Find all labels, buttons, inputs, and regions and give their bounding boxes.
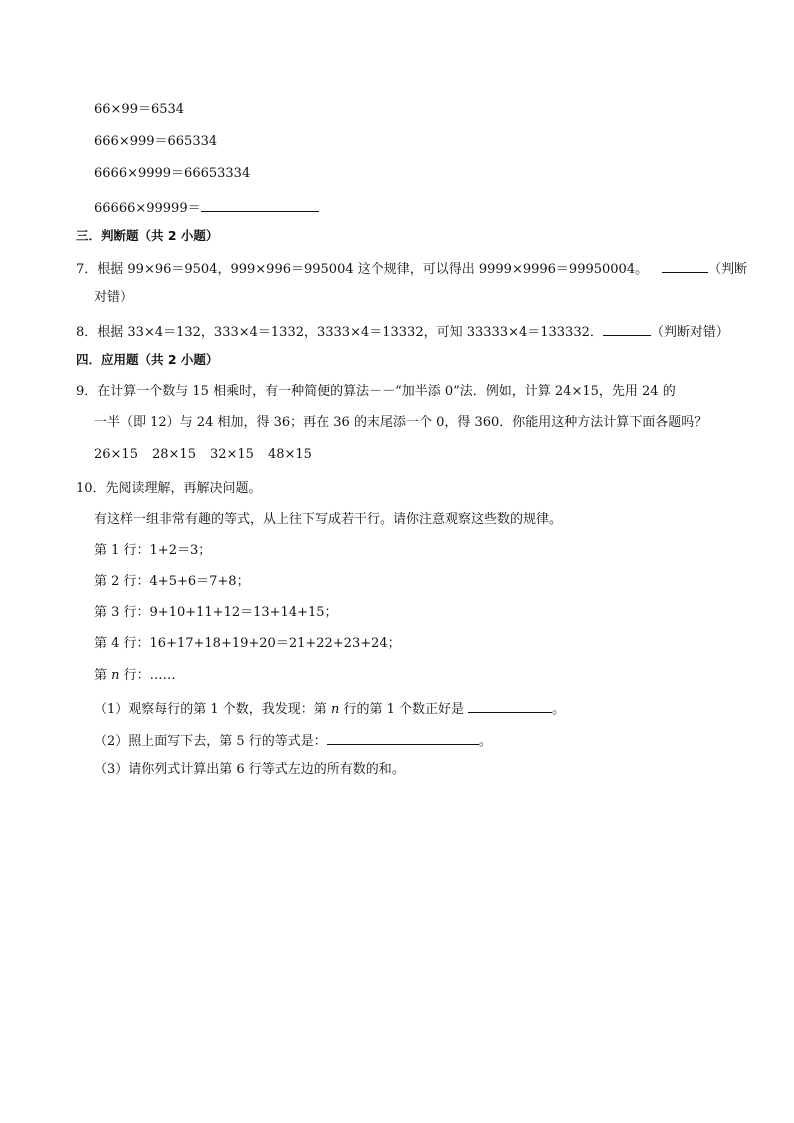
row-n-post: 行：…… — [123, 668, 176, 683]
example-line-2: 666×999＝665334 — [94, 134, 218, 149]
part-1-blank[interactable] — [468, 698, 552, 713]
row-n-pre: 第 — [94, 668, 108, 683]
section-3-heading: 三．判断题（共 2 小题） — [76, 228, 219, 243]
question-9-items — [94, 446, 312, 464]
example-line-3: 6666×9999＝66653334 — [94, 166, 251, 181]
question-8 — [76, 321, 729, 342]
question-8-text: 8．根据 33×4＝132，333×4＝1332，3333×4＝13332，可知 33333×4＝133332． — [76, 325, 603, 340]
question-10-intro: 有这样一组非常有趣的等式，从上往下写成若干行。请你注意观察这些数的规律。 — [94, 512, 563, 527]
question-10-row-n — [94, 667, 176, 685]
question-10-row-3: 第 3 行：9+10+11+12＝13+14+15； — [94, 605, 338, 620]
part-1-pre: （1）观察每行的第 1 个数，我发现：第 — [94, 702, 327, 717]
part-2-blank[interactable] — [327, 730, 479, 745]
example-line-4 — [94, 197, 319, 218]
part-2-pre: （2）照上面写下去，第 5 行的等式是： — [94, 734, 327, 749]
answer-blank-1[interactable] — [201, 197, 319, 212]
row-n-variable: n — [111, 668, 120, 683]
question-8-blank[interactable] — [603, 321, 651, 336]
question-9-item: 48×15 — [267, 447, 312, 462]
question-9-item: 28×15 — [151, 447, 196, 462]
question-7-tail: （判断 — [708, 262, 748, 277]
example-line-1: 66×99＝6534 — [94, 102, 185, 117]
question-9-item: 26×15 — [94, 447, 138, 462]
question-9-item: 32×15 — [209, 447, 254, 462]
question-8-tail: （判断对错） — [650, 325, 729, 340]
question-10-part-3: （3）请你列式计算出第 6 行等式左边的所有数的和。 — [94, 762, 405, 777]
question-10-part-1 — [94, 698, 565, 719]
part-1-post: 行的第 1 个数正好是 — [343, 702, 465, 717]
section-4-heading: 四．应用题（共 2 小题） — [76, 352, 219, 367]
part-2-end: 。 — [478, 734, 492, 749]
question-10-row-4: 第 4 行：16+17+18+19+20＝21+22+23+24； — [94, 636, 401, 651]
question-7-line-1 — [76, 258, 747, 279]
question-9-line-1: 9．在计算一个数与 15 相乘时，有一种简便的算法－－“加半添 0”法．例如，计算 24×15，先用 24 的 — [76, 384, 676, 399]
question-10-title: 10．先阅读理解，再解决问题。 — [76, 481, 262, 496]
question-10-row-1: 第 1 行：1+2＝3； — [94, 543, 212, 558]
part-1-end: 。 — [552, 702, 566, 717]
example-line-4-text: 66666×99999＝ — [94, 201, 201, 216]
question-7-line-2: 对错） — [94, 290, 134, 305]
question-10-part-2 — [94, 730, 492, 751]
question-9-line-2: 一半（即 12）与 24 相加，得 36；再在 36 的末尾添一个 0，得 360．你能用这种方法计算下面各题吗？ — [94, 415, 708, 430]
part-1-variable: n — [330, 702, 340, 717]
question-7-text: 7．根据 99×96＝9504，999×996＝995004 这个规律，可以得出 9999×9996＝99950004。 — [76, 262, 649, 277]
question-10-row-2: 第 2 行：4+5+6＝7+8； — [94, 574, 250, 589]
question-7-blank[interactable] — [662, 258, 708, 273]
